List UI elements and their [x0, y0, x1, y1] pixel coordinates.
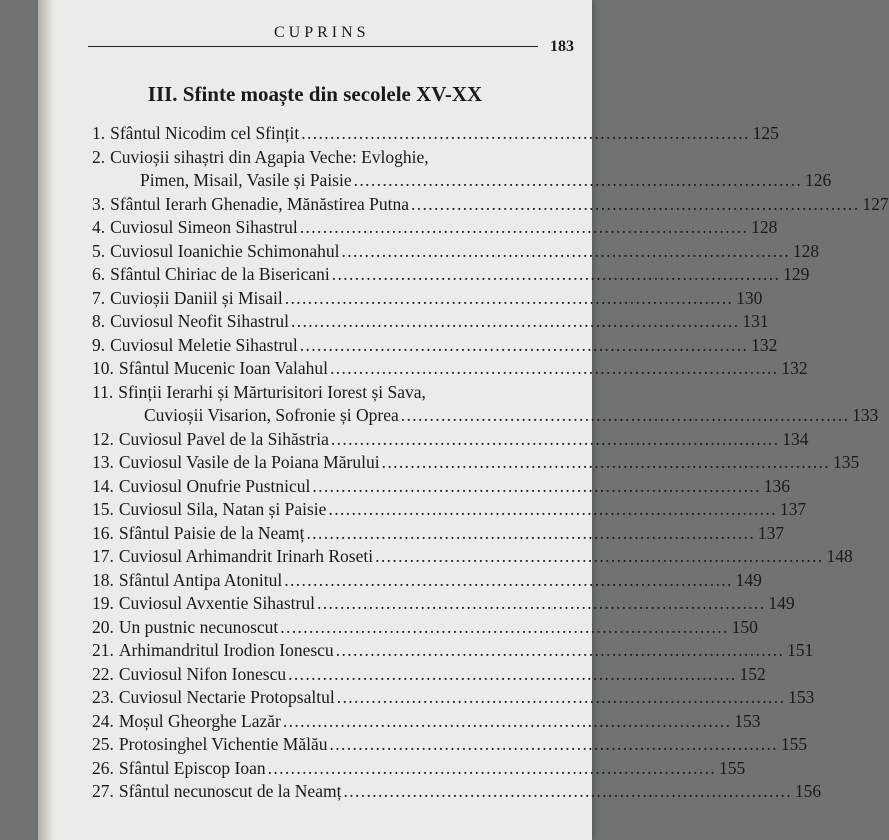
toc-entry [92, 592, 795, 616]
page-number: 183 [550, 38, 574, 55]
entry-page-number: 128 [792, 240, 820, 261]
toc-entry [92, 757, 746, 781]
toc-line [92, 381, 578, 405]
entry-number: 2. [92, 146, 106, 167]
entry-title: Cuviosul Neofit Sihastrul [110, 311, 290, 331]
dot-leader [332, 263, 778, 287]
entry-page-number: 132 [751, 334, 778, 355]
toc-line [92, 122, 779, 146]
entry-page-number: 135 [832, 452, 860, 472]
table-of-contents [92, 122, 889, 804]
entry-number: 8. [92, 311, 106, 331]
toc-line [92, 428, 809, 452]
toc-entry [92, 475, 791, 499]
entry-number: 16. [92, 522, 114, 543]
dot-leader [317, 592, 763, 616]
toc-entry [92, 240, 820, 264]
entry-title: Cuviosul Simeon Sihastrul [110, 217, 298, 237]
entry-number: 6. [92, 264, 106, 284]
toc-line [92, 287, 763, 311]
entry-title: Moșul Gheorghe Lazăr [118, 710, 281, 731]
toc-line [92, 357, 808, 381]
entry-number: 12. [92, 428, 114, 449]
entry-page-number: 137 [779, 499, 807, 519]
dot-leader [343, 780, 789, 804]
dot-leader [285, 287, 731, 311]
dot-leader [300, 334, 746, 358]
toc-line [92, 169, 832, 193]
toc-line [92, 263, 810, 287]
entry-page-number: 149 [768, 593, 795, 613]
entry-title: Cuviosul Meletie Sihastrul [110, 334, 298, 355]
toc-line [92, 639, 814, 663]
dot-leader [329, 733, 775, 757]
entry-title: Cuviosul Ioanichie Schimonahul [110, 240, 340, 261]
entry-title: Sfântul Antipa Atonitul [118, 569, 283, 590]
toc-entry [92, 780, 822, 804]
entry-title: Cuviosul Avxentie Sihastrul [118, 593, 315, 613]
toc-entry [92, 639, 814, 663]
entry-title: Arhimandritul Irodion Ionescu [118, 640, 334, 660]
entry-title: Cuviosul Nifon Ionescu [118, 663, 287, 684]
dot-leader [301, 122, 747, 146]
entry-number: 19. [92, 593, 114, 613]
toc-line [92, 663, 766, 687]
dot-leader [336, 639, 782, 663]
book-page [38, 0, 889, 840]
toc-entry [92, 287, 763, 311]
entry-number: 3. [92, 193, 106, 214]
dot-leader [312, 475, 758, 499]
entry-page-number: 126 [805, 170, 832, 190]
entry-number: 9. [92, 334, 106, 355]
dot-leader [330, 357, 776, 381]
entry-page-number: 148 [826, 546, 853, 566]
dot-leader [283, 710, 729, 734]
entry-number: 4. [92, 217, 106, 237]
entry-page-number: 153 [788, 687, 815, 707]
entry-number: 14. [92, 475, 114, 496]
entry-page-number: 132 [781, 358, 808, 378]
toc-entry [92, 381, 879, 428]
entry-page-number: 149 [735, 569, 762, 590]
toc-line [92, 216, 778, 240]
entry-number: 13. [92, 452, 114, 472]
toc-entry [92, 428, 809, 452]
entry-title: Sfântul Nicodim cel Sfințit [110, 123, 300, 143]
dot-leader [300, 216, 746, 240]
toc-line [92, 475, 791, 499]
entry-number: 1. [92, 123, 106, 143]
toc-line [92, 146, 578, 170]
dot-leader [342, 240, 788, 264]
dot-leader [411, 193, 857, 217]
entry-page-number: 155 [719, 757, 746, 778]
toc-entry [92, 451, 860, 475]
entry-number: 27. [92, 781, 114, 801]
dot-leader [354, 169, 800, 193]
entry-number: 18. [92, 569, 114, 590]
toc-entry [92, 357, 808, 381]
entry-page-number: 125 [752, 123, 779, 143]
entry-title: Sfinții Ierarhi și Mărturisitori Iorest și Sava, [118, 381, 426, 402]
entry-title: Protosinghel Vichentie Mălău [118, 734, 328, 754]
entry-number: 5. [92, 240, 106, 261]
entry-page-number: 130 [736, 287, 763, 308]
entry-title: Cuvioșii sihaștri din Agapia Veche: Evloghie, [110, 146, 429, 167]
entry-title: Sfântul Mucenic Ioan Valahul [118, 358, 329, 378]
toc-line [92, 310, 769, 334]
entry-title: Sfântul Episcop Ioan [118, 757, 266, 778]
dot-leader [268, 757, 714, 781]
entry-title: Sfântul Ierarh Ghenadie, Mănăstirea Putna [110, 193, 409, 214]
toc-entry [92, 216, 778, 240]
dot-leader [382, 451, 828, 475]
entry-number: 7. [92, 287, 106, 308]
toc-line [92, 334, 778, 358]
section-title: III. Sfinte moaște din secolele XV-XX [147, 82, 483, 106]
entry-title: Sfântul Chiriac de la Bisericani [110, 264, 330, 284]
dot-leader [337, 686, 783, 710]
dot-leader [375, 545, 821, 569]
dot-leader [291, 310, 737, 334]
toc-line [92, 240, 820, 264]
dot-leader [401, 404, 847, 428]
toc-entry [92, 663, 766, 687]
entry-title: Cuviosul Sila, Natan și Paisie [118, 499, 327, 519]
entry-number: 25. [92, 734, 114, 754]
toc-line [92, 193, 889, 217]
entry-page-number: 137 [757, 522, 785, 543]
entry-title: Un pustnic necunoscut [118, 616, 279, 637]
toc-line [92, 522, 785, 546]
toc-line [92, 569, 762, 593]
entry-title: Cuviosul Vasile de la Poiana Mărului [118, 452, 380, 472]
toc-line [92, 780, 822, 804]
entry-title: Sfântul necunoscut de la Neamț [118, 781, 342, 801]
toc-line [92, 686, 815, 710]
toc-line [92, 757, 746, 781]
toc-entry [92, 569, 762, 593]
entry-number: 22. [92, 663, 114, 684]
toc-entry [92, 310, 769, 334]
entry-number: 24. [92, 710, 114, 731]
entry-page-number: 127 [862, 193, 889, 214]
entry-number: 10. [92, 358, 114, 378]
entry-page-number: 155 [780, 734, 808, 754]
entry-number: 20. [92, 616, 114, 637]
toc-entry [92, 498, 807, 522]
entry-title: Cuvioșii Visarion, Sofronie și Oprea [144, 405, 399, 425]
entry-title: Cuviosul Onufrie Pustnicul [118, 475, 311, 496]
spine-shadow [38, 0, 54, 840]
toc-entry [92, 263, 810, 287]
entry-title: Sfântul Paisie de la Neamț [118, 522, 305, 543]
entry-title: Pimen, Misail, Vasile și Paisie [140, 170, 352, 190]
toc-line [92, 733, 808, 757]
entry-title: Cuviosul Arhimandrit Irinarh Roseti [118, 546, 374, 566]
entry-page-number: 136 [763, 475, 791, 496]
entry-title: Cuviosul Nectarie Protopsaltul [118, 687, 335, 707]
entry-page-number: 151 [787, 640, 814, 660]
entry-page-number: 133 [852, 405, 879, 425]
toc-entry [92, 616, 758, 640]
toc-entry [92, 686, 815, 710]
toc-entry [92, 146, 832, 193]
entry-page-number: 131 [742, 311, 769, 331]
dot-leader [328, 498, 774, 522]
running-head: CUPRINS [274, 24, 370, 41]
entry-page-number: 152 [739, 663, 766, 684]
toc-line [92, 592, 795, 616]
toc-entry [92, 545, 853, 569]
toc-line [92, 498, 807, 522]
dot-leader [307, 522, 753, 546]
toc-line [92, 404, 879, 428]
toc-entry [92, 733, 808, 757]
entry-page-number: 156 [794, 781, 822, 801]
entry-number: 23. [92, 687, 114, 707]
entry-page-number: 150 [731, 616, 758, 637]
entry-title: Cuviosul Pavel de la Sihăstria [118, 428, 329, 449]
toc-line [92, 710, 761, 734]
toc-entry [92, 522, 785, 546]
entry-number: 11. [92, 381, 114, 402]
entry-title: Cuvioșii Daniil și Misail [110, 287, 283, 308]
toc-entry [92, 710, 761, 734]
entry-page-number: 134 [782, 428, 809, 449]
toc-line [92, 616, 758, 640]
entry-page-number: 153 [734, 710, 761, 731]
dot-leader [288, 663, 734, 687]
entry-number: 21. [92, 640, 114, 660]
header-rule [88, 46, 538, 47]
dot-leader [280, 616, 726, 640]
entry-page-number: 129 [783, 264, 810, 284]
entry-number: 15. [92, 499, 114, 519]
toc-entry [92, 193, 889, 217]
entry-number: 26. [92, 757, 114, 778]
toc-line [92, 451, 860, 475]
dot-leader [331, 428, 777, 452]
toc-entry [92, 122, 779, 146]
toc-entry [92, 334, 778, 358]
toc-line [92, 545, 853, 569]
entry-page-number: 128 [751, 217, 778, 237]
entry-number: 17. [92, 546, 114, 566]
dot-leader [284, 569, 730, 593]
